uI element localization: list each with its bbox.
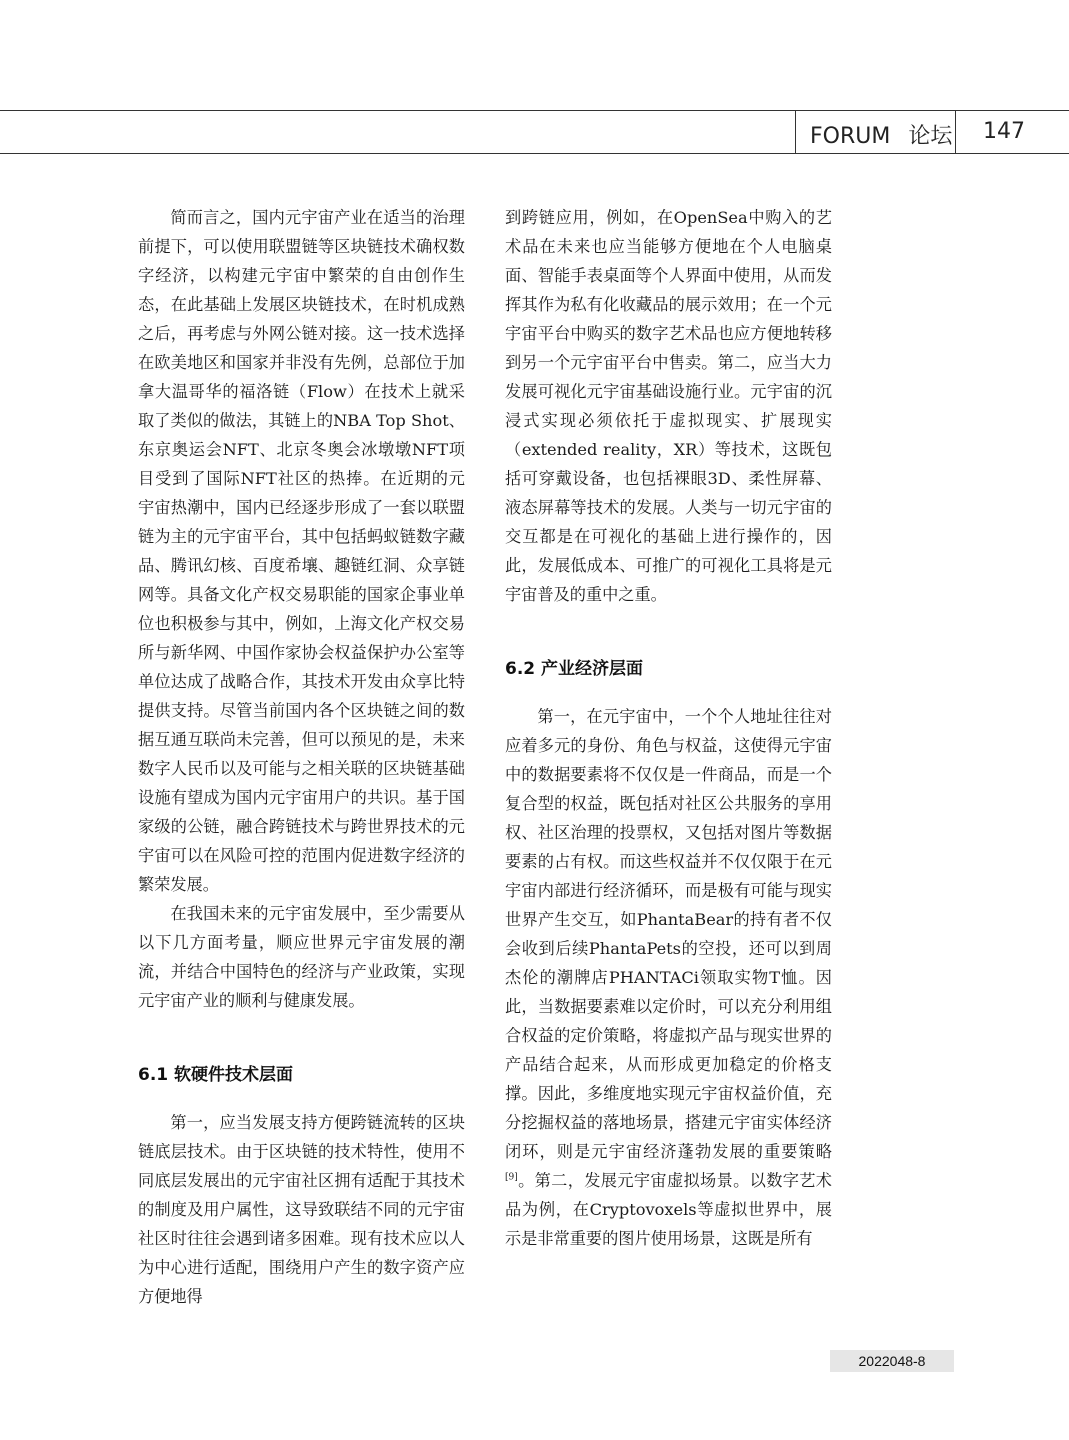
section-label xyxy=(810,119,952,150)
running-header xyxy=(0,110,1069,154)
header-divider-right xyxy=(955,111,956,153)
paragraph: 到跨链应用，例如，在OpenSea中购入的艺术品在未来也应当能够方便地在个人电脑桌面、智能手表桌面等个人界面中使用，从而发挥其作为私有化收藏品的展示效用；在一个元宇宙平台中购买的数字艺术品也应方便地转移到另一个元宇宙平台中售卖。第二，应当大力发展可视化元宇宙基础设施行业。元宇宙的沉浸式实现必须依托于虚拟现实、扩展现实（extended reality，XR）等技术，这既包括可穿戴设备，也包括裸眼3D、柔性屏幕、液态屏幕等技术的发展。人类与一切元宇宙的交互都是在可视化的基础上进行操作的，因此，发展低成本、可推广的可视化工具将是元宇宙普及的重中之重。 xyxy=(505,208,832,604)
section-heading-6-2: 6.2 产业经济层面 xyxy=(505,659,644,679)
paragraph: 第一，应当发展支持方便跨链流转的区块链底层技术。由于区块链的技术特性，使用不同底层发展出的元宇宙社区拥有适配于其技术的制度及用户属性，这导致联结不同的元宇宙社区时往往会遇到诸多困难。现有技术应以人为中心进行适配，围绕用户产生的数字资产应方便地得 xyxy=(138,1113,465,1306)
paragraph-text: 。第二，发展元宇宙虚拟场景。以数字艺术品为例，在Cryptovoxels等虚拟世界中，展示是非常重要的图片使用场景，这既是所有 xyxy=(505,1171,832,1248)
section-heading-6-1: 6.1 软硬件技术层面 xyxy=(138,1065,294,1085)
right-column xyxy=(505,203,832,1253)
document-code: 2022048-8 xyxy=(830,1350,954,1372)
citation-marker: [9] xyxy=(505,1172,518,1183)
page-number: 147 xyxy=(983,119,1025,144)
header-divider-left xyxy=(795,111,796,153)
paragraph-text: 第一，在元宇宙中，一个个人地址往往对应着多元的身份、角色与权益，这使得元宇宙中的数据要素将不仅仅是一件商品，而是一个复合型的权益，既包括对社区公共服务的享用权、社区治理的投票权，又包括对图片等数据要素的占有权。而这些权益并不仅仅限于在元宇宙内部进行经济循环，而是极有可能与现实世界产生交互，如PhantaBear的持有者不仅会收到后续PhantaPets的空投，还可以到周杰伦的潮牌店PHANTACi领取实物T恤。因此，当数据要素难以定价时，可以充分利用组合权益的定价策略，将虚拟产品与现实世界的产品结合起来，从而形成更加稳定的价格支撑。因此，多维度地实现元宇宙权益价值，充分挖掘权益的落地场景，搭建元宇宙实体经济闭环，则是元宇宙经济蓬勃发展的重要策略 xyxy=(505,707,832,1161)
section-label-cn: 论坛 xyxy=(908,124,953,149)
section-label-en: FORUM xyxy=(810,124,891,149)
left-column xyxy=(138,203,465,1311)
paragraph: 在我国未来的元宇宙发展中，至少需要从以下几方面考量，顺应世界元宇宙发展的潮流，并结合中国特色的经济与产业政策，实现元宇宙产业的顺利与健康发展。 xyxy=(138,904,465,1010)
paragraph: 简而言之，国内元宇宙产业在适当的治理前提下，可以使用联盟链等区块链技术确权数字经济，以构建元宇宙中繁荣的自由创作生态，在此基础上发展区块链技术，在时机成熟之后，再考虑与外网公链对接。这一技术选择在欧美地区和国家并非没有先例，总部位于加拿大温哥华的福洛链（Flow）在技术上就采取了类似的做法，其链上的NBA Top Shot、东京奥运会NFT、北京冬奥会冰墩墩NFT项目受到了国际NFT社区的热捧。在近期的元宇宙热潮中，国内已经逐步形成了一套以联盟链为主的元宇宙平台，其中包括蚂蚁链数字藏品、腾讯幻核、百度希壤、趣链红洞、众享链网等。具备文化产权交易职能的国家企事业单位也积极参与其中，例如，上海文化产权交易所与新华网、中国作家协会权益保护办公室等单位达成了战略合作，其技术开发由众享比特提供支持。尽管当前国内各个区块链之间的数据互通互联尚未完善，但可以预见的是，未来数字人民币以及可能与之相关联的区块链基础设施有望成为国内元宇宙用户的共识。基于国家级的公链，融合跨链技术与跨世界技术的元宇宙可以在风险可控的范围内促进数字经济的繁荣发展。 xyxy=(138,208,465,894)
paragraph xyxy=(505,702,832,1253)
